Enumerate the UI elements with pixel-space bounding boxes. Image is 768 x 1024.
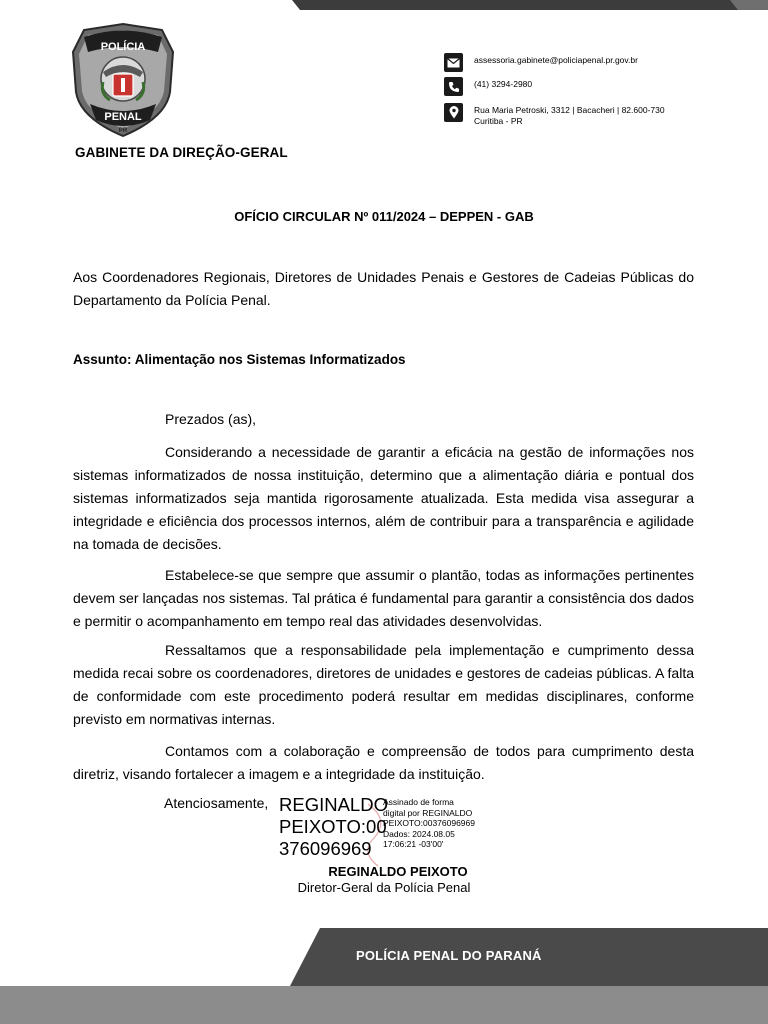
address-text: [474, 103, 665, 127]
svg-text:POLÍCIA: POLÍCIA: [100, 41, 146, 53]
phone-icon: [444, 77, 463, 96]
footer-band-light: [0, 986, 768, 1024]
signer-role: Diretor-Geral da Polícia Penal: [297, 880, 471, 895]
document-title: OFÍCIO CIRCULAR Nº 011/2024 – DEPPEN - GAB: [234, 209, 534, 224]
signature-small-line-2: digital por REGINALDO: [383, 807, 473, 818]
svg-text:PR: PR: [118, 128, 128, 134]
signer-name: REGINALDO PEIXOTO: [328, 864, 468, 879]
digital-signature-details: [383, 797, 475, 850]
phone-text: (41) 3294-2980: [474, 79, 533, 89]
footer-institution-name: POLÍCIA PENAL DO PARANÁ: [356, 948, 542, 963]
recipients-paragraph: Aos Coordenadores Regionais, Diretores de Unidades Penais e Gestores de Cadeias Públicas do Departamento da Polícia Penal.: [73, 269, 694, 308]
signature-small-line-3: PEIXOTO:00376096969: [383, 818, 475, 828]
subject-line: Assunto: Alimentação nos Sistemas Informatizados: [73, 352, 406, 367]
body-paragraph-3: Ressaltamos que a responsabilidade pela implementação e cumprimento dessa medida recai sobre os coordenadores, diretores de unidades e gestores de cadeias públicas. A falta de conformidade com este procedimento poderá resultar em medidas disciplinares, conforme previsto em normativas internas.: [73, 642, 694, 727]
signature-small-line-1: Assinado de forma: [383, 797, 454, 807]
envelope-icon: [444, 53, 463, 72]
signature-small-line-4: Dados: 2024.08.05: [383, 828, 455, 839]
digital-signature-name: [279, 794, 388, 860]
body-paragraph-4: Contamos com a colaboração e compreensão de todos para cumprimento desta diretriz, visando fortalecer a imagem e a integridade da instituição.: [73, 743, 694, 782]
signature-big-line-2: PEIXOTO:00: [279, 816, 387, 837]
signature-big-line-3: 376096969: [279, 838, 372, 859]
signature-small-line-5: 17:06:21 -03'00': [383, 839, 444, 849]
closing-salutation: Atenciosamente,: [164, 795, 269, 811]
email-text: assessoria.gabinete@policiapenal.pr.gov.br: [474, 55, 638, 65]
body-paragraph-2: Estabelece-se que sempre que assumir o plantão, todas as informações pertinentes devem ser lançadas nos sistemas. Tal prática é fundamental para garantir a consistência dos dados e permitir o acompanhamento em tempo real das atividades desenvolvidas.: [73, 567, 694, 629]
signature-big-line-1: REGINALDO: [279, 794, 388, 815]
greeting: Prezados (as),: [165, 411, 257, 427]
contact-address: [444, 103, 665, 127]
location-pin-icon: [444, 103, 463, 122]
office-name: GABINETE DA DIREÇÃO-GERAL: [75, 145, 288, 160]
policia-penal-badge-logo: [70, 22, 176, 138]
address-line-2: Curitiba - PR: [474, 116, 523, 126]
contact-email: [444, 53, 638, 72]
contact-phone: [444, 77, 532, 96]
svg-text:PENAL: PENAL: [104, 111, 142, 123]
body-paragraph-1: Considerando a necessidade de garantir a eficácia na gestão de informações nos sistemas informatizados de nossa instituição, determino que a alimentação diária e pontual dos sistemas informatizados seja mantida rigorosamente atualizada. Esta medida visa assegurar a integridade e eficiência dos processos internos, além de contribuir para a transparência e agilidade na tomada de decisões.: [73, 444, 694, 552]
header-band-dark: [292, 0, 768, 10]
address-line-1: Rua Maria Petroski, 3312 | Bacacheri | 82.600-730: [474, 105, 665, 115]
